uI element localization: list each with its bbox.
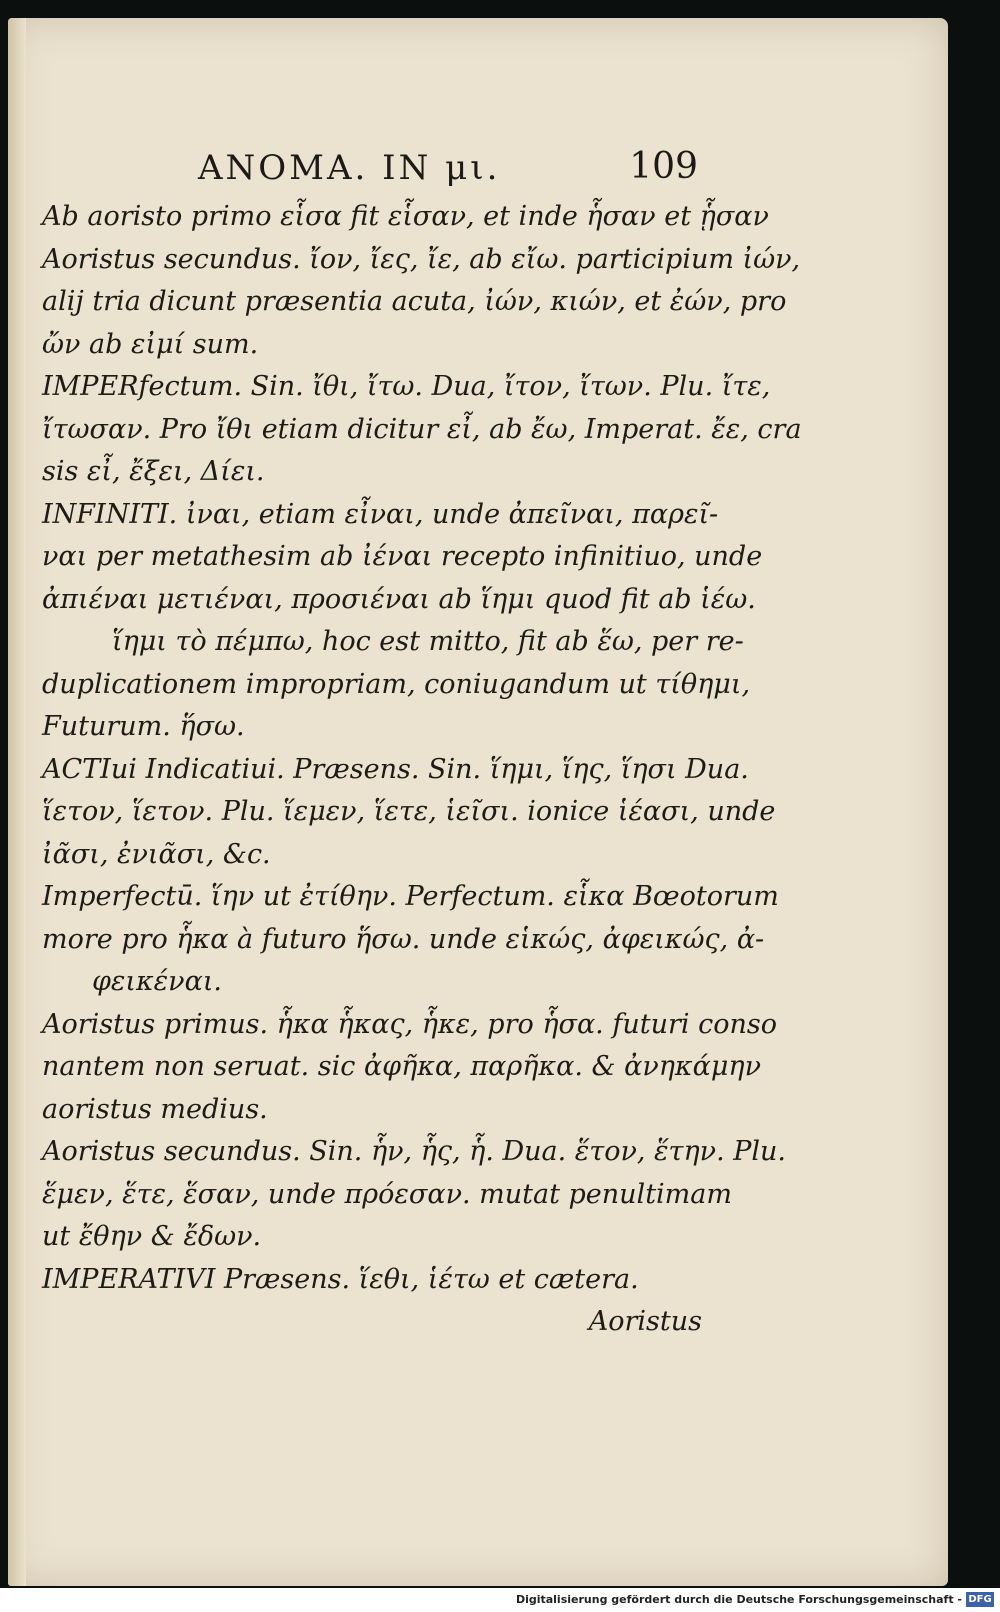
text-line: ἕμεν, ἕτε, ἕσαν, unde πρόεσαν. mutat penultimam — [42, 1178, 732, 1210]
text-line: ὤν ab εἰμί sum. — [42, 328, 259, 360]
text-line: ναι per metathesim ab ἰέναι recepto infinitiuo, unde — [42, 541, 763, 572]
book-page — [8, 18, 948, 1586]
text-line: Ab aoristo primo εἷσα fit εἷσαν, et inde ἧσαν et ᾗσαν — [42, 201, 769, 232]
text-line: aoristus medius. — [42, 1093, 268, 1125]
page-number: 109 — [629, 146, 698, 187]
funding-credit: Digitalisierung gefördert durch die Deutsche Forschungsgemeinschaft - — [515, 1593, 962, 1606]
text-line: Aoristus secundus. ἴον, ἴες, ἴε, ab εἴω. participium ἰών, — [42, 243, 801, 275]
text-line: ut ἔθην & ἔδων. — [42, 1221, 262, 1252]
running-title: ANOMA. IN μι. — [198, 148, 501, 188]
text-line: Futurum. ἥσω. — [42, 711, 245, 742]
text-line: IMPERfectum. Sin. ἴθι, ἴτω. Dua, ἴτον, ἴτων. Plu. ἴτε, — [42, 371, 771, 402]
text-line: Aoristus primus. ἧκα ἧκας, ἧκε, pro ἧσα. futuri conso — [42, 1008, 777, 1040]
text-line: nantem non seruat. sic ἀφῆκα, παρῆκα. & ἀνηκάμην — [42, 1051, 762, 1082]
page-header — [48, 146, 708, 190]
text-line: ἵετον, ἵετον. Plu. ἵεμεν, ἵετε, ἱεῖσι. ionice ἱέασι, unde — [42, 796, 776, 827]
text-line: ἴτωσαν. Pro ἴθι etiam dicitur εἶ, ab ἔω, Imperat. ἔε, cra — [42, 413, 802, 445]
text-line: Aoristus secundus. Sin. ἧν, ἧς, ἧ. Dua. ἕτον, ἕτην. Plu. — [42, 1136, 787, 1167]
dfg-logo: DFG — [966, 1592, 994, 1607]
text-line: INFINITI. ἰναι, etiam εἶναι, unde ἀπεῖναι, παρεῖ- — [42, 498, 719, 530]
page-gutter — [8, 18, 26, 1586]
digitization-footer — [0, 1588, 1000, 1612]
text-line: φεικέναι. — [92, 966, 222, 997]
text-line: more pro ἧκα à futuro ἥσω. unde εἱκώς, ἀφεικώς, ἀ- — [42, 923, 765, 955]
catchword: Aoristus — [588, 1306, 702, 1337]
text-line: IMPERATIVI Præsens. ἵεθι, ἱέτω et cætera. — [42, 1263, 639, 1295]
text-line: ἰᾶσι, ἐνιᾶσι, &c. — [42, 838, 271, 870]
text-line: ἀπιέναι μετιέναι, προσιέναι ab ἵημι quod fit ab ἱέω. — [42, 583, 756, 615]
text-line: Imperfectū. ἵην ut ἐτίθην. Perfectum. εἷκα Bœotorum — [42, 881, 779, 912]
text-line: ACTIui Indicatiui. Præsens. Sin. ἵημι, ἵης, ἵησι Dua. — [42, 753, 749, 785]
text-line: sis εἶ, ἔξει, Δίει. — [42, 456, 265, 487]
body-text — [42, 196, 802, 1344]
text-line: duplicationem impropriam, coniugandum ut τίθημι, — [42, 668, 751, 700]
text-line: ἵημι τὸ πέμπω, hoc est mitto, fit ab ἕω, per re- — [112, 626, 744, 657]
text-line: alij tria dicunt præsentia acuta, ἰών, κιών, et ἐών, pro — [42, 286, 787, 317]
